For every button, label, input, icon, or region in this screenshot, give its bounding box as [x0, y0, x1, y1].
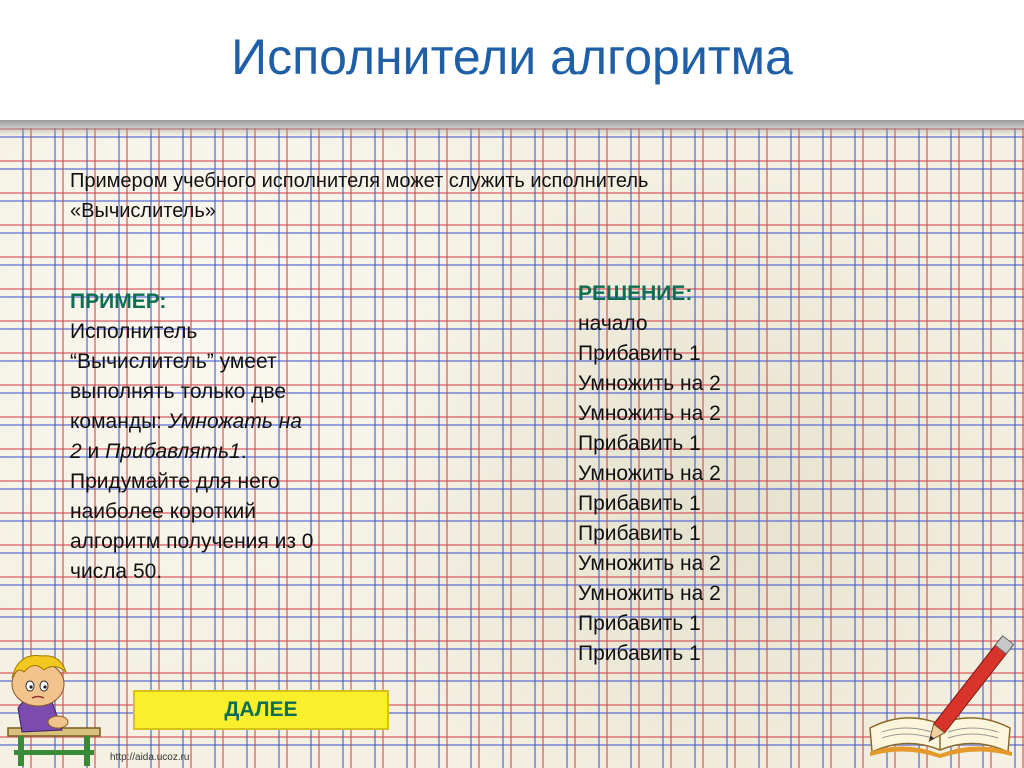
solution-step: Прибавить 1 — [578, 642, 701, 665]
solution-step: Прибавить 1 — [578, 432, 701, 455]
example-line: команды: — [70, 410, 168, 433]
boy-at-desk-illustration — [0, 650, 110, 768]
solution-step: Умножить на 2 — [578, 582, 721, 605]
solution-step: Умножить на 2 — [578, 402, 721, 425]
solution-block — [578, 279, 798, 669]
slide-header — [0, 0, 1024, 122]
solution-step: Прибавить 1 — [578, 492, 701, 515]
example-line: алгоритм получения из 0 — [70, 530, 314, 553]
example-block — [70, 287, 370, 587]
footer-url: http://aida.ucoz.ru — [110, 752, 190, 763]
solution-step: Прибавить 1 — [578, 612, 701, 635]
intro-line-2: «Вычислитель» — [70, 200, 216, 222]
example-period: . — [240, 440, 247, 463]
example-line: Исполнитель — [70, 320, 198, 343]
next-button[interactable]: ДАЛЕЕ — [133, 690, 389, 730]
slide-title: Исполнители алгоритма — [231, 29, 793, 85]
solution-step: Прибавить 1 — [578, 342, 701, 365]
example-line: наиболее короткий — [70, 500, 256, 523]
command-add: Прибавлять1 — [105, 440, 241, 463]
intro-line-1: Примером учебного исполнителя может служить исполнитель — [70, 170, 649, 192]
solution-step: Умножить на 2 — [578, 462, 721, 485]
solution-heading: РЕШЕНИЕ: — [578, 282, 693, 305]
example-heading: ПРИМЕР: — [70, 290, 167, 313]
intro-text — [70, 166, 850, 226]
command-multiply-value: 2 — [70, 440, 82, 463]
command-multiply: Умножать на — [167, 410, 302, 433]
solution-step: Умножить на 2 — [578, 552, 721, 575]
pencil-and-book-illustration — [860, 628, 1024, 768]
header-shadow — [0, 120, 1024, 136]
solution-step: Умножить на 2 — [578, 372, 721, 395]
example-line: “Вычислитель” умеет — [70, 350, 277, 373]
solution-step: начало — [578, 312, 648, 335]
example-connector: и — [81, 440, 106, 463]
example-line: выполнять только две — [70, 380, 287, 403]
solution-step: Прибавить 1 — [578, 522, 701, 545]
example-line: Придумайте для него — [70, 470, 280, 493]
example-line: числа 50. — [70, 560, 163, 583]
